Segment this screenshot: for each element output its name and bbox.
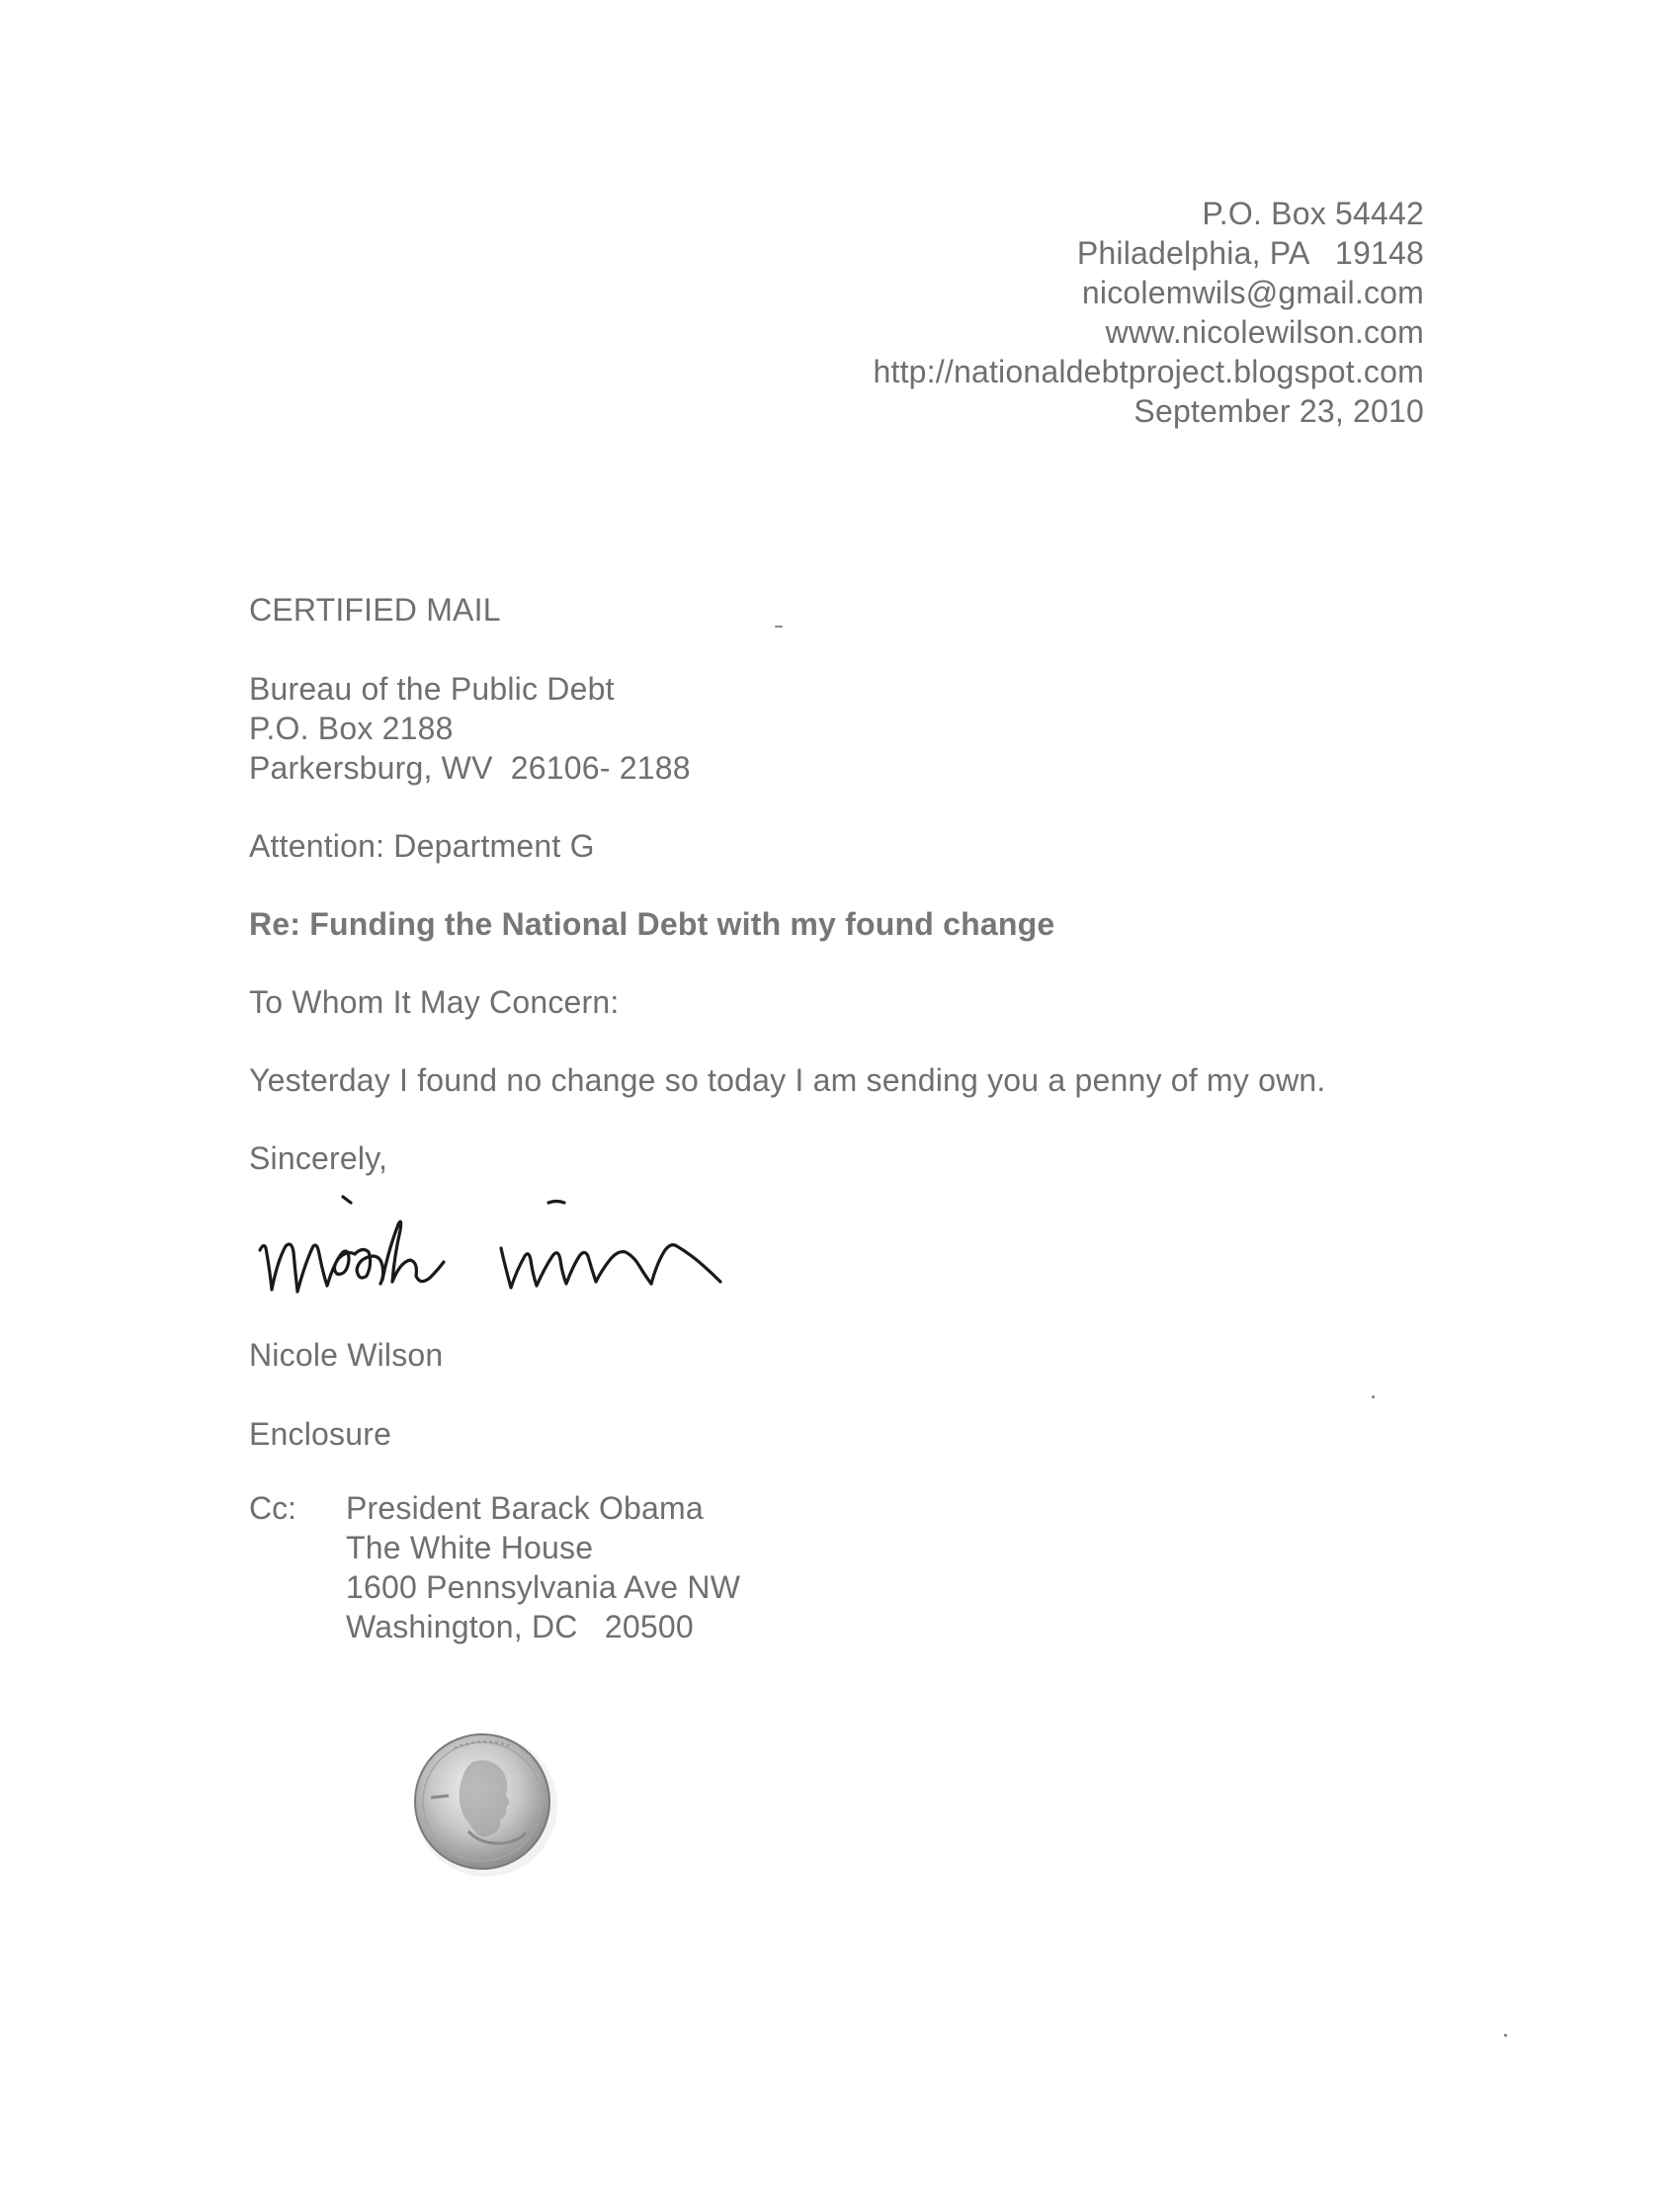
recipient-city-state-zip: Parkersburg, WV 26106- 2188: [249, 750, 691, 786]
sender-email: nicolemwils@gmail.com: [1081, 275, 1424, 310]
recipient-po-box: P.O. Box 2188: [249, 711, 454, 746]
sender-address-block: [874, 194, 1425, 431]
cc-recipient-name: President Barack Obama: [346, 1490, 704, 1526]
cc-recipient: [346, 1488, 740, 1646]
signer-name: Nicole Wilson: [249, 1337, 444, 1373]
sender-website: www.nicolewilson.com: [1105, 314, 1424, 350]
cc-recipient-org: The White House: [346, 1530, 594, 1565]
letter-date: September 23, 2010: [1134, 393, 1424, 429]
penny-coin-image: [395, 1715, 573, 1893]
delivery-method: CERTIFIED MAIL: [249, 592, 501, 628]
scan-speck: [775, 626, 783, 628]
salutation: To Whom It May Concern:: [249, 984, 620, 1020]
enclosure-note: Enclosure: [249, 1416, 392, 1452]
handwritten-signature: [252, 1191, 746, 1309]
scan-speck: [1504, 2034, 1507, 2037]
sender-blog-url: http://nationaldebtproject.blogspot.com: [873, 354, 1424, 389]
subject-line: Re: Funding the National Debt with my found change: [249, 906, 1055, 942]
letter-body: Yesterday I found no change so today I am sending you a penny of my own.: [249, 1062, 1326, 1098]
attention-line: Attention: Department G: [249, 828, 595, 864]
closing: Sincerely,: [249, 1140, 388, 1176]
scan-speck: [1372, 1395, 1375, 1398]
recipient-name: Bureau of the Public Debt: [249, 671, 615, 707]
sender-po-box: P.O. Box 54442: [1202, 196, 1424, 231]
cc-recipient-city-state-zip: Washington, DC 20500: [346, 1609, 694, 1644]
cc-label: Cc:: [249, 1490, 296, 1526]
cc-recipient-street: 1600 Pennsylvania Ave NW: [346, 1569, 741, 1605]
sender-city-state-zip: Philadelphia, PA 19148: [1076, 235, 1424, 271]
